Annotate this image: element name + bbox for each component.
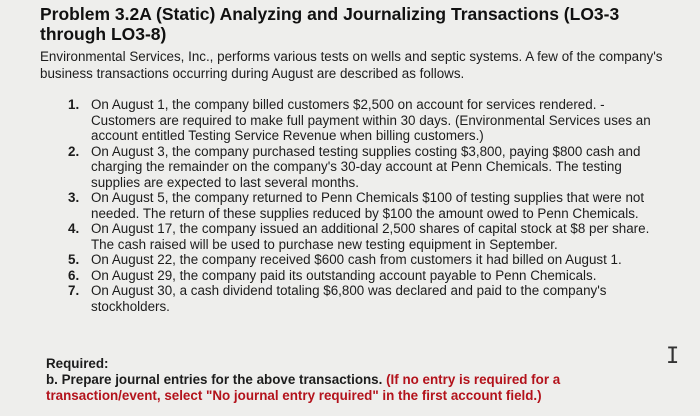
list-item <box>62 190 662 221</box>
list-item <box>62 283 662 314</box>
item-number: 5. <box>68 252 80 267</box>
required-instructions <box>46 372 606 404</box>
required-heading: Required: <box>46 356 109 371</box>
item-text: On August 5, the company returned to Penn Chemicals $100 of testing supplies that were not needed. The return of these supplies reduced by $100 the amount owed to Penn Chemicals. <box>91 190 645 221</box>
item-number: 1. <box>68 97 80 112</box>
item-text: On August 17, the company issued an additional 2,500 shares of capital stock at $8 per share. The cash raised will be used to purchase new testing equipment in September. <box>91 221 650 252</box>
item-text: On August 29, the company paid its outstanding account payable to Penn Chemicals. <box>91 267 597 283</box>
item-number: 6. <box>68 267 80 283</box>
list-item <box>62 252 662 268</box>
list-item <box>62 268 662 284</box>
transaction-list <box>62 97 662 314</box>
item-number: 3. <box>68 190 80 205</box>
list-item <box>62 97 662 144</box>
required-note-continued: transaction/event, select "No journal entry required" in the first account field.) <box>46 388 542 403</box>
item-number: 2. <box>68 143 80 159</box>
problem-intro: Environmental Services, Inc., performs various tests on wells and septic systems. A few of the company's business transactions occurring during August are described as follows. <box>40 49 663 81</box>
item-text: On August 22, the company received $600 cash from customers it had billed on August 1. <box>91 252 622 267</box>
text-cursor-icon: I <box>666 344 680 369</box>
list-item <box>62 221 662 252</box>
item-number: 7. <box>68 283 80 298</box>
item-number: 4. <box>68 221 80 236</box>
problem-title: Problem 3.2A (Static) Analyzing and Journalizing Transactions (LO3-3 through LO3-8) <box>40 4 620 44</box>
list-item <box>62 144 662 191</box>
required-note-red: (If no entry is required for a <box>386 372 561 387</box>
required-task: b. Prepare journal entries for the above transactions. <box>46 372 383 387</box>
item-text: On August 30, a cash dividend totaling $6,800 was declared and paid to the company's stockholders. <box>91 283 607 314</box>
item-text: On August 3, the company purchased testing supplies costing $3,800, paying $800 cash and charging the remainder on the company's 30-day account at Penn Chemicals. The testing supplies are expected to last several months. <box>91 143 641 190</box>
item-text: On August 1, the company billed customers $2,500 on account for services rendered. - Customers are required to make full payment within 30 days. (Environmental Services uses an account entitled Testing Service Revenue when billing customers.) <box>91 97 651 143</box>
